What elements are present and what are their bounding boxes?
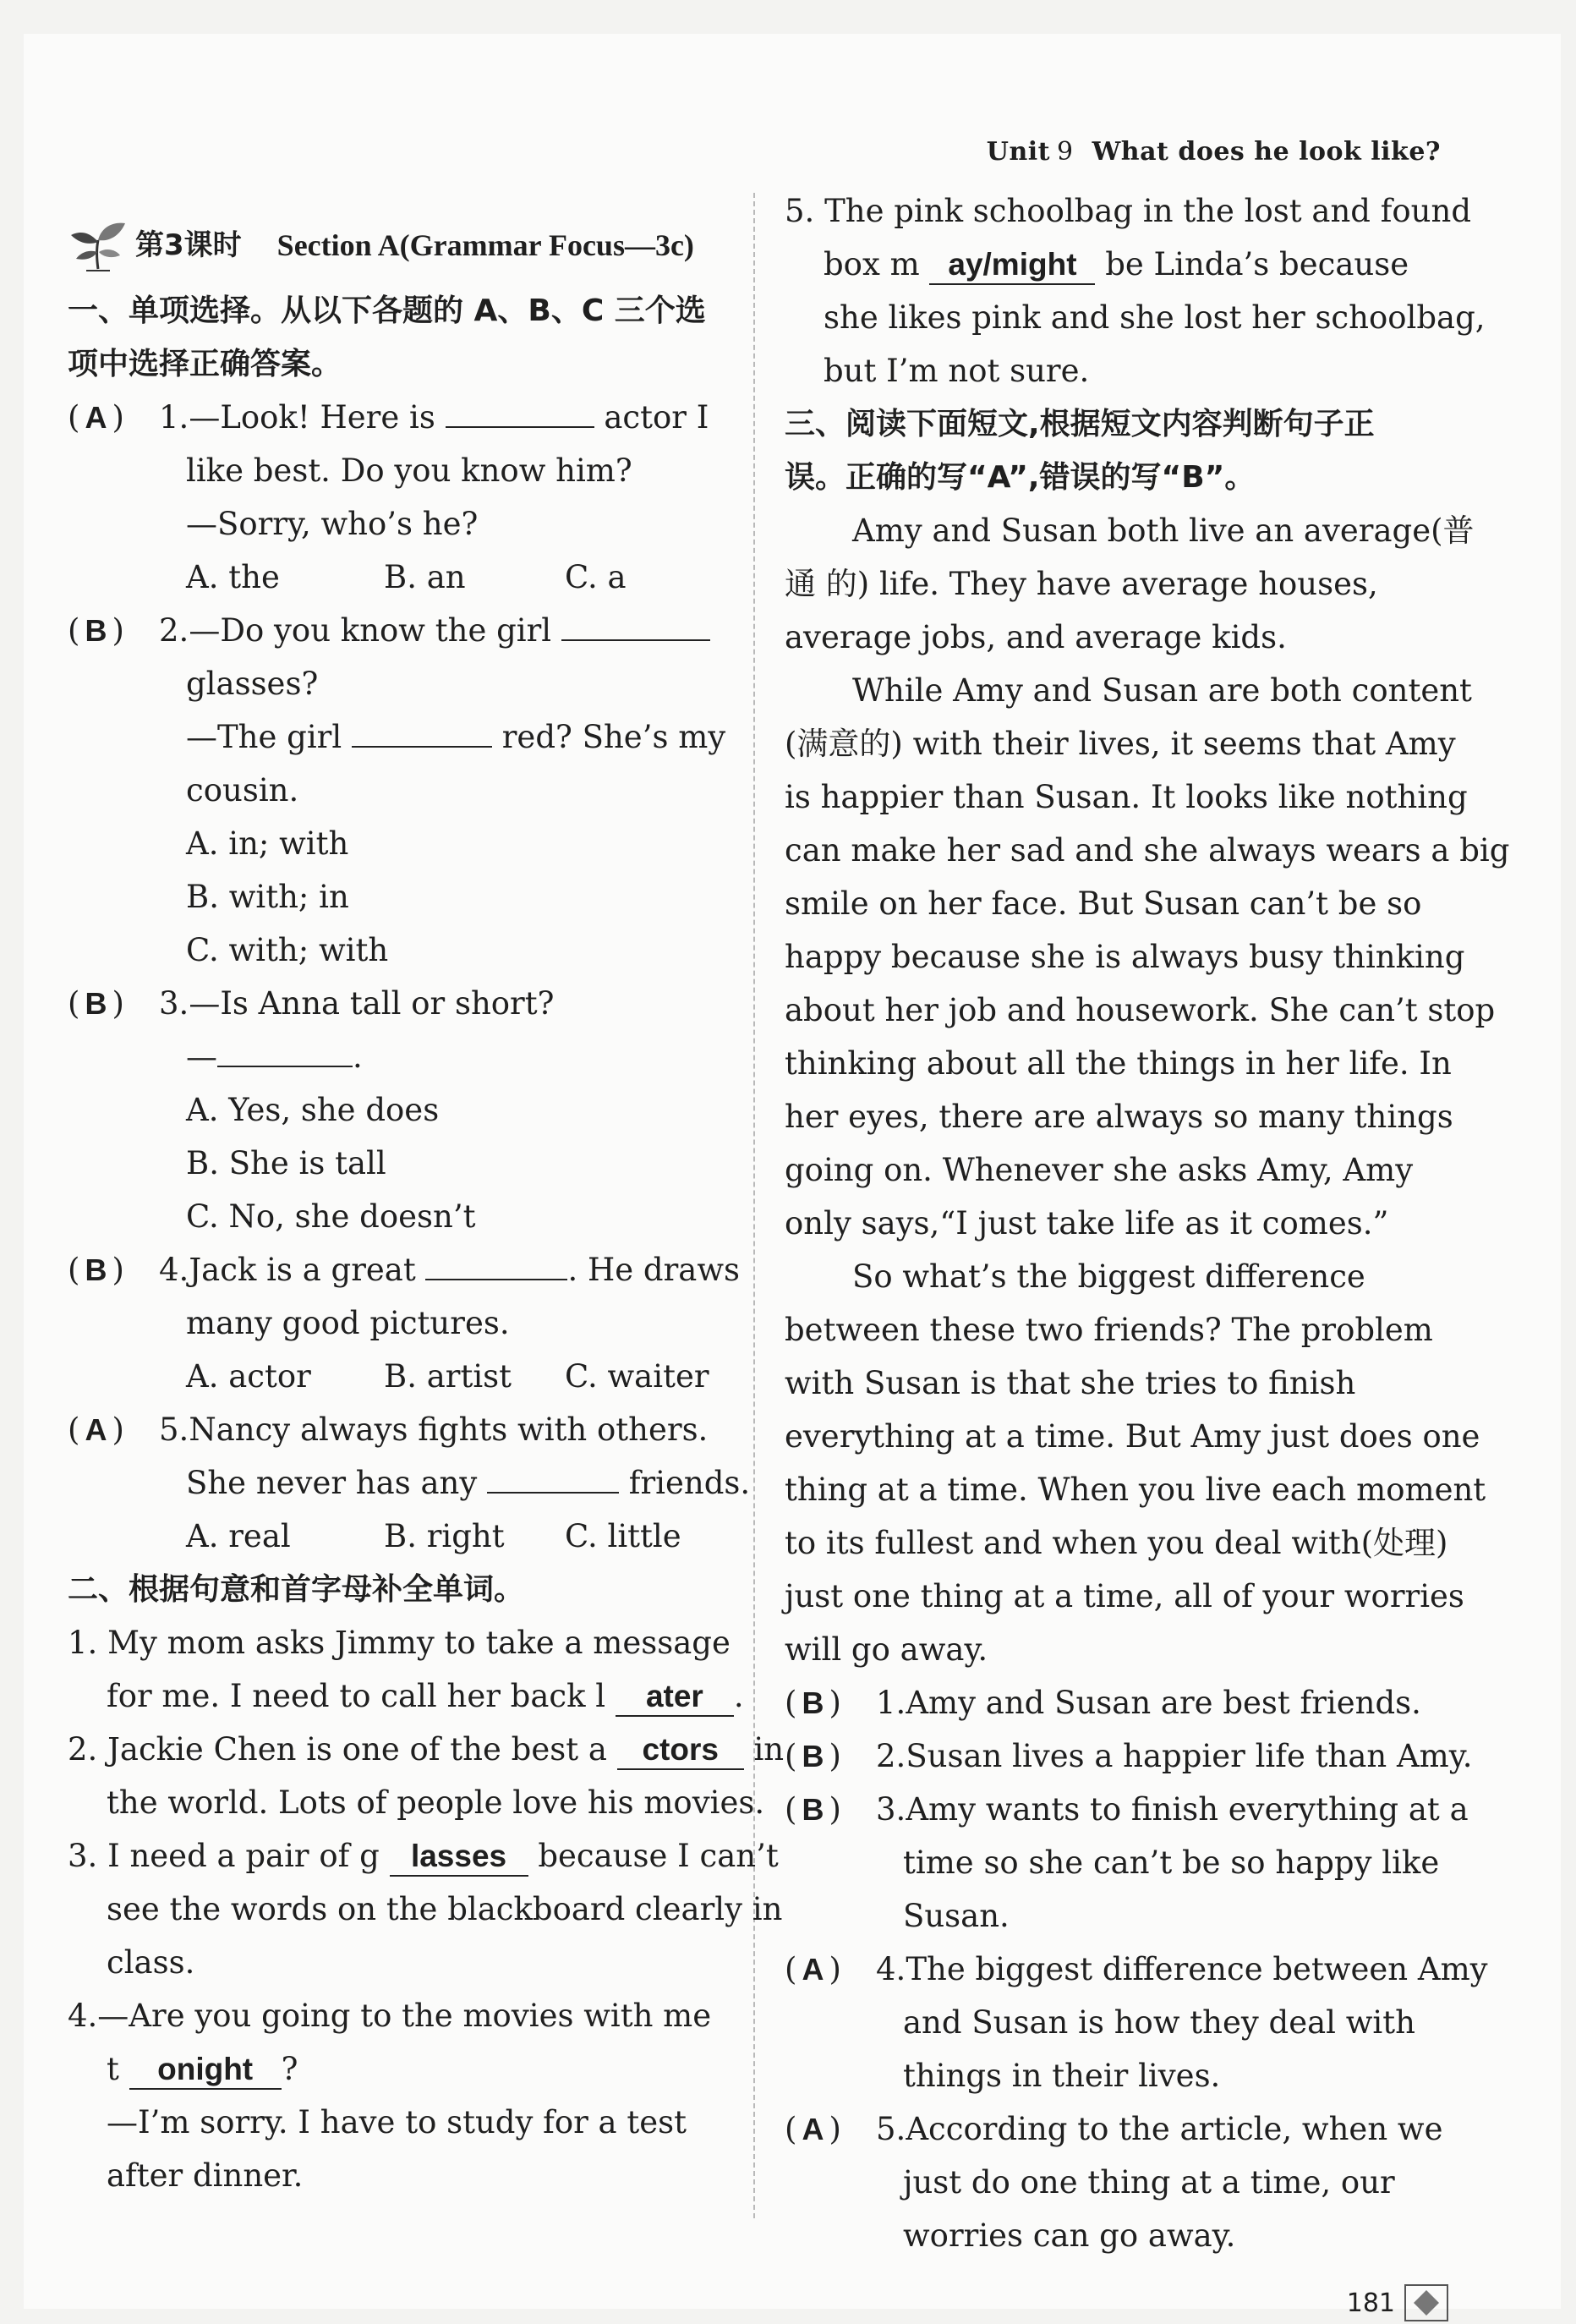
judgement-items: [785, 1676, 1488, 2262]
answer-mark: B: [85, 986, 107, 1021]
answer-blank: [487, 1463, 619, 1494]
lesson-title: 第3课时 Section A(Grammar Focus—3c): [68, 210, 725, 281]
judgement-2: ( B ) 2.Susan lives a happier life than Amy.: [785, 1738, 1473, 1774]
filled-answer: onight: [129, 2051, 282, 2090]
page-header: Unit 9 What does he look like?: [986, 137, 1441, 167]
answer-mark: A: [802, 1952, 824, 1987]
answer-mark: A: [85, 1412, 107, 1447]
part1-heading-cont: 项中选择正确答案。: [68, 347, 342, 381]
question-1: ( A ) 1.—Look! Here is actor I like best. Do you know him? —Sorry, who’s he? A. the B. an C. a: [68, 391, 725, 604]
options: A. actor B. artist C. waiter: [186, 1358, 709, 1395]
answer-blank: [561, 611, 710, 641]
options: A. the B. an C. a: [186, 559, 627, 595]
filled-answer: ater: [616, 1678, 734, 1717]
leaf-sprout-icon: [68, 215, 129, 276]
question-2: ( B ) 2.—Do you know the girl glasses? —The girl red? She’s my cousin. A. in; with B. with; in C. with; with: [68, 612, 726, 968]
judgement-1: ( B ) 1.Amy and Susan are best friends.: [785, 1685, 1421, 1721]
answer-mark: B: [802, 1792, 824, 1827]
options: A. real B. right C. little: [186, 1518, 681, 1554]
answer-blank: [446, 397, 594, 428]
filled-answer: ay/might: [929, 246, 1095, 285]
filled-answer: lasses: [390, 1838, 528, 1877]
page-number: 181: [1347, 2283, 1449, 2322]
reading-passage: Amy and Susan both live an average(普 通 的) life. They have average houses, average jobs, and average kids. While Amy and Susan are both content (满意的) with their lives, it seems that Amy is happier than Susan. It looks like nothing can make her sad and she always wears a big smile on her face. But Susan can’t be so happy because she is always busy thinking about her job and housework. She can’t stop thinking about all the things in her life. In her eyes, there are always so many things going on. Whenever she asks Amy, Amy only says,“I just take life as it comes.” So what’s the biggest difference between these two friends? The problem with Susan is that she tries to finish everything at a time. But Amy just does one thing at a time. When you live each moment to its fullest and when you deal with(处理) just one thing at a time, all of your worries will go away.: [785, 512, 1510, 1668]
answer-mark: B: [85, 1252, 107, 1287]
question-4: ( B ) 4.Jack is a great . He draws many good pictures. A. actor B. artist C. waiter: [68, 1243, 725, 1403]
fill-item-3: 3. I need a pair of g lasses because I can’t see the words on the blackboard clearly in class.: [68, 1838, 783, 1981]
answer-blank: [217, 1037, 353, 1067]
answer-blank: [425, 1250, 567, 1280]
part1-heading: 一、单项选择。从以下各题的 A、B、C 三个选: [68, 293, 706, 328]
answer-mark: B: [802, 1685, 824, 1720]
unit-title: What does he look like?: [1092, 137, 1441, 167]
fill-item-4: 4.—Are you going to the movies with me t onight ? —I’m sorry. I have to study for a test after dinner.: [68, 1998, 712, 2194]
fill-item-1: 1. My mom asks Jimmy to take a message for me. I need to call her back l ater .: [68, 1616, 725, 1723]
answer-mark: B: [85, 613, 107, 648]
right-column: [785, 184, 1510, 2262]
question-3: ( B ) 3.—Is Anna tall or short? — . A. Yes, she does B. She is tall C. No, she doesn’t: [68, 985, 555, 1235]
answer-mark: B: [802, 1739, 824, 1773]
fill-item-2: 2. Jackie Chen is one of the best a ctors in the world. Lots of people love his movies.: [68, 1731, 785, 1821]
question-5: ( A ) 5.Nancy always fights with others. She never has any friends. A. real B. right C. little: [68, 1403, 725, 1563]
part3-heading: 三、阅读下面短文,根据短文内容判断句子正: [785, 407, 1375, 441]
answer-mark: A: [802, 2112, 824, 2146]
part2-heading: 二、根据句意和首字母补全单词。: [68, 1572, 525, 1607]
judgement-5: ( A ) 5.According to the article, when we just do one thing at a time, our worries can go away.: [785, 2111, 1443, 2254]
judgement-3: ( B ) 3.Amy wants to finish everything at a time so she can’t be so happy like Susan.: [785, 1791, 1469, 1934]
filled-answer: ctors: [617, 1731, 744, 1770]
fill-item-5: 5. The pink schoolbag in the lost and found box m ay/might be Linda’s because she likes pink and she lost her schoolbag, but I’m not sure.: [785, 193, 1486, 389]
answer-blank: [352, 717, 492, 748]
left-column: [68, 210, 785, 2202]
diamond-badge-icon: [1404, 2283, 1449, 2322]
judgement-4: ( A ) 4.The biggest difference between Amy and Susan is how they deal with things in their lives.: [785, 1951, 1488, 2094]
answer-mark: A: [85, 400, 107, 435]
part3-heading-cont: 误。正确的写“A”,错误的写“B”。: [785, 460, 1256, 495]
